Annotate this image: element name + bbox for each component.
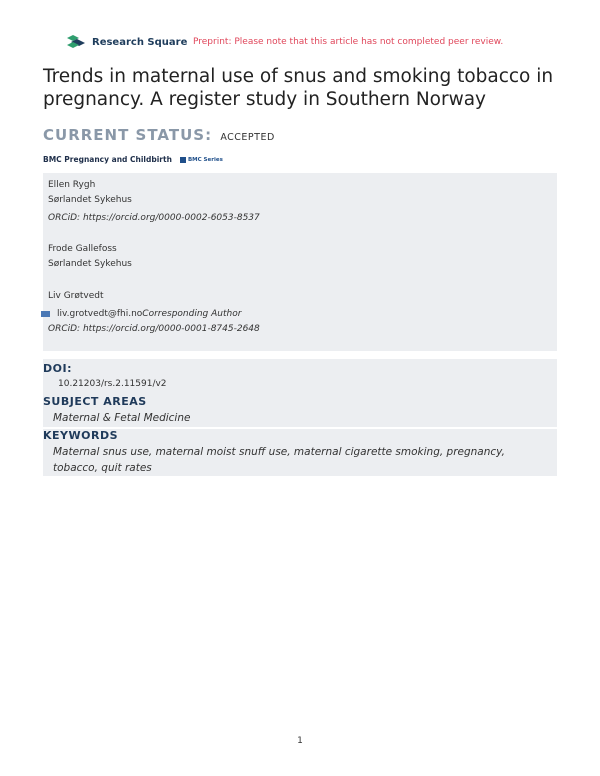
author-email[interactable]: liv.grotvedt@fhi.no — [57, 309, 143, 319]
page-number: 1 — [297, 736, 303, 746]
author-name: Ellen Rygh — [48, 180, 96, 190]
bmc-series-text: BMC Series — [187, 156, 223, 163]
doi-value[interactable]: 10.21203/rs.2.11591/v2 — [58, 379, 167, 389]
keywords-value: Maternal snus use, maternal moist snuff use, maternal cigarette smoking, pregnancy, tobacco, quit rates — [53, 446, 505, 474]
logo-text: Research Square — [92, 36, 188, 48]
status-label: CURRENT STATUS: — [43, 126, 213, 144]
author-name: Frode Gallefoss — [48, 244, 117, 254]
author-orcid[interactable]: ORCiD: https://orcid.org/0000-0001-8745-2648 — [48, 324, 260, 334]
bmc-series-logo — [180, 157, 223, 163]
author-1 — [48, 178, 260, 226]
journal-line — [43, 155, 223, 164]
subject-areas-value: Maternal & Fetal Medicine — [53, 412, 191, 424]
doi-label: DOI: — [43, 362, 72, 375]
subject-areas-label: SUBJECT AREAS — [43, 395, 147, 408]
status-value: ACCEPTED — [220, 132, 275, 143]
author-2 — [48, 242, 132, 272]
author-email-line — [48, 307, 260, 322]
author-affiliation: Sørlandet Sykehus — [48, 259, 132, 269]
paper-title: Trends in maternal use of snus and smoking tobacco in pregnancy. A register study in Southern Norway — [43, 66, 554, 110]
author-affiliation: Sørlandet Sykehus — [48, 195, 132, 205]
corresponding-author-label: Corresponding Author — [142, 309, 242, 319]
doi-box — [43, 359, 557, 395]
author-name: Liv Grøtvedt — [48, 291, 104, 301]
research-square-logo[interactable] — [66, 34, 187, 50]
journal-name: BMC Pregnancy and Childbirth — [43, 155, 172, 164]
bmc-series-icon — [180, 157, 186, 163]
current-status — [43, 126, 275, 144]
keywords-label: KEYWORDS — [43, 429, 119, 442]
research-square-logo-icon — [66, 34, 86, 50]
authors-box — [43, 173, 557, 351]
preprint-note: Preprint: Please note that this article has not completed peer review. — [193, 37, 504, 47]
mail-icon — [41, 311, 50, 317]
author-orcid[interactable]: ORCiD: https://orcid.org/0000-0002-6053-8537 — [48, 213, 260, 223]
page-header — [66, 34, 566, 52]
author-3 — [48, 289, 260, 337]
